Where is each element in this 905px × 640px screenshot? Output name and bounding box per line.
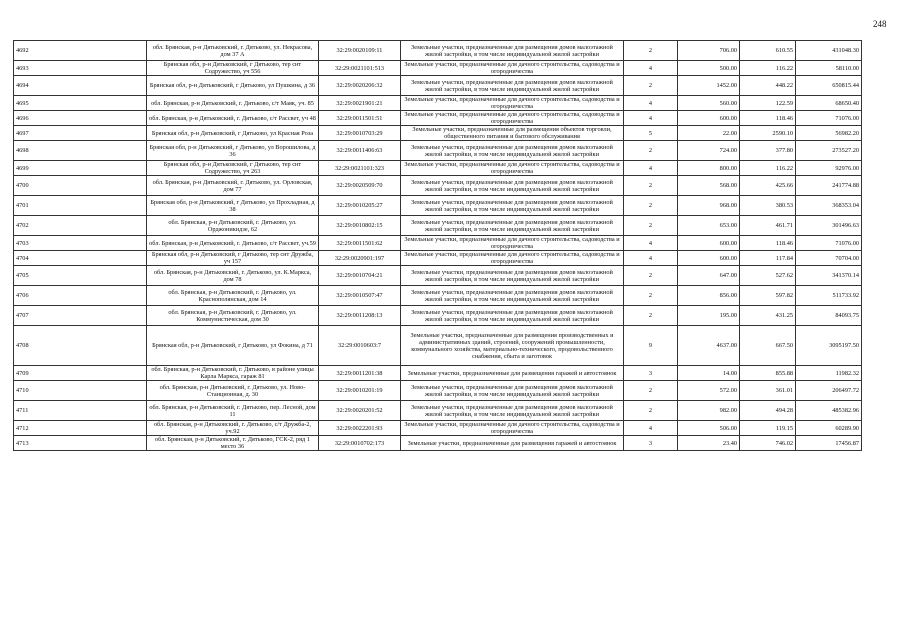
table-row <box>14 286 862 306</box>
address-cell: обл. Брянская, р-н Дятьковский, г. Дятьково, с/т Рассвет, уч.59 <box>147 236 319 251</box>
land-use-cell: Земельные участки, предназначенные для размещения домов малоэтажной жилой застройки, в том числе индивидуальной жилой застройки <box>401 216 624 236</box>
specific-value-cell: 377.80 <box>740 141 796 161</box>
cadastral-value-cell: 241774.88 <box>796 176 862 196</box>
table-row <box>14 216 862 236</box>
specific-value-cell: 2590.10 <box>740 126 796 141</box>
specific-value-cell: 746.02 <box>740 436 796 451</box>
address-cell: обл. Брянская, р-н Дятьковский, г. Дятьково, в районе улицы Карла Маркса, гараж 81 <box>147 366 319 381</box>
table-row <box>14 381 862 401</box>
address-cell: обл. Брянская, р-н Дятьковский, г. Дятьково, ул. Некрасова, дом 37 А <box>147 41 319 61</box>
land-use-cell: Земельные участки, предназначенные для размещения домов малоэтажной жилой застройки, в том числе индивидуальной жилой застройки <box>401 141 624 161</box>
row-number: 4704 <box>14 251 147 266</box>
area-cell: 856.00 <box>678 286 740 306</box>
cadastral-number-cell: 32:29:0010702:173 <box>319 436 401 451</box>
address-cell: Брянская обл, р-н Дятьковский, г Дятьково, ул Красная Роза <box>147 126 319 141</box>
cadastral-value-cell: 368353.04 <box>796 196 862 216</box>
table-row <box>14 76 862 96</box>
table-row <box>14 111 862 126</box>
group-cell: 2 <box>624 266 678 286</box>
address-cell: обл. Брянская, р-н Дятьковский, г. Дятьково, ГСК-2, ряд 1 место 36 <box>147 436 319 451</box>
area-cell: 1452.00 <box>678 76 740 96</box>
land-use-cell: Земельные участки, предназначенные для дачного строительства, садоводства и огородничества <box>401 96 624 111</box>
row-number: 4699 <box>14 161 147 176</box>
cadastral-number-cell: 32:29:0020201:52 <box>319 401 401 421</box>
address-cell: Брянская обл, р-н Дятьковский, г Дятьково, ул Ворошилова, д 36 <box>147 141 319 161</box>
group-cell: 4 <box>624 61 678 76</box>
table-body <box>14 41 862 451</box>
group-cell: 2 <box>624 216 678 236</box>
land-use-cell: Земельные участки, предназначенные для дачного строительства, садоводства и огородничества <box>401 236 624 251</box>
group-cell: 3 <box>624 436 678 451</box>
cadastral-value-cell: 71076.00 <box>796 111 862 126</box>
specific-value-cell: 527.62 <box>740 266 796 286</box>
group-cell: 2 <box>624 306 678 326</box>
address-cell: обл. Брянская, р-н Дятьковский, г. Дятьково, ул. Краснополянская, дом 14 <box>147 286 319 306</box>
cadastral-value-cell: 511733.92 <box>796 286 862 306</box>
group-cell: 2 <box>624 41 678 61</box>
area-cell: 572.00 <box>678 381 740 401</box>
specific-value-cell: 117.84 <box>740 251 796 266</box>
row-number: 4696 <box>14 111 147 126</box>
specific-value-cell: 461.71 <box>740 216 796 236</box>
row-number: 4706 <box>14 286 147 306</box>
address-cell: обл. Брянская, р-н Дятьковский, г. Дятьково, ул. К.Маркса, дом 78 <box>147 266 319 286</box>
cadastral-number-cell: 32:29:0022201:93 <box>319 421 401 436</box>
cadastral-value-cell: 650815.44 <box>796 76 862 96</box>
address-cell: Брянская обл, р-н Дятьковский, г Дятьково, тер снт Содружество, уч 263 <box>147 161 319 176</box>
area-cell: 653.00 <box>678 216 740 236</box>
group-cell: 9 <box>624 326 678 366</box>
land-use-cell: Земельные участки, предназначенные для дачного строительства, садоводства и огородничества <box>401 61 624 76</box>
address-cell: обл. Брянская, р-н Дятьковский, г. Дятьково, ул. Орловская, дом 77 <box>147 176 319 196</box>
area-cell: 506.00 <box>678 421 740 436</box>
cadastral-value-cell: 17456.87 <box>796 436 862 451</box>
table-row <box>14 421 862 436</box>
table-row <box>14 96 862 111</box>
table-row <box>14 161 862 176</box>
row-number: 4693 <box>14 61 147 76</box>
specific-value-cell: 597.82 <box>740 286 796 306</box>
cadastral-number-cell: 32:29:0020509:70 <box>319 176 401 196</box>
group-cell: 2 <box>624 141 678 161</box>
area-cell: 568.00 <box>678 176 740 196</box>
cadastral-number-cell: 32:29:0010201:19 <box>319 381 401 401</box>
specific-value-cell: 380.53 <box>740 196 796 216</box>
land-use-cell: Земельные участки, предназначенные для дачного строительства, садоводства и огородничества <box>401 421 624 436</box>
cadastral-value-cell: 84093.75 <box>796 306 862 326</box>
land-use-cell: Земельные участки, предназначенные для дачного строительства, садоводства и огородничества <box>401 161 624 176</box>
row-number: 4701 <box>14 196 147 216</box>
land-use-cell: Земельные участки, предназначенные для размещения домов малоэтажной жилой застройки, в том числе индивидуальной жилой застройки <box>401 286 624 306</box>
row-number: 4703 <box>14 236 147 251</box>
area-cell: 500.00 <box>678 61 740 76</box>
table-row <box>14 236 862 251</box>
land-use-cell: Земельные участки, предназначенные для размещения домов малоэтажной жилой застройки, в том числе индивидуальной жилой застройки <box>401 196 624 216</box>
specific-value-cell: 118.46 <box>740 111 796 126</box>
land-use-cell: Земельные участки, предназначенные для размещения домов малоэтажной жилой застройки, в том числе индивидуальной жилой застройки <box>401 76 624 96</box>
cadastral-value-cell: 206497.72 <box>796 381 862 401</box>
group-cell: 2 <box>624 76 678 96</box>
area-cell: 600.00 <box>678 236 740 251</box>
specific-value-cell: 116.22 <box>740 61 796 76</box>
cadastral-value-cell: 485382.96 <box>796 401 862 421</box>
specific-value-cell: 122.59 <box>740 96 796 111</box>
specific-value-cell: 855.88 <box>740 366 796 381</box>
address-cell: обл. Брянская, р-н Дятьковский, г. Дятьково, с/т Маяк, уч. 85 <box>147 96 319 111</box>
group-cell: 2 <box>624 286 678 306</box>
cadastral-value-cell: 301496.63 <box>796 216 862 236</box>
land-use-cell: Земельные участки, предназначенные для дачного строительства, садоводства и огородничества <box>401 251 624 266</box>
specific-value-cell: 118.46 <box>740 236 796 251</box>
cadastral-value-cell: 60289.90 <box>796 421 862 436</box>
row-number: 4707 <box>14 306 147 326</box>
table-row <box>14 251 862 266</box>
row-number: 4709 <box>14 366 147 381</box>
address-cell: Брянская обл, р-н Дятьковский, г Дятьково, тер снт Содружество, уч 556 <box>147 61 319 76</box>
table-row <box>14 41 862 61</box>
row-number: 4711 <box>14 401 147 421</box>
row-number: 4702 <box>14 216 147 236</box>
cadastral-value-table <box>13 40 862 451</box>
table-row <box>14 176 862 196</box>
cadastral-value-cell: 11982.32 <box>796 366 862 381</box>
table-row <box>14 126 862 141</box>
cadastral-number-cell: 32:29:0010704:21 <box>319 266 401 286</box>
address-cell: обл. Брянская, р-н Дятьковский, г. Дятьково, ул. Коммунистическая, дом 30 <box>147 306 319 326</box>
specific-value-cell: 116.22 <box>740 161 796 176</box>
land-use-cell: Земельные участки, предназначенные для размещения домов малоэтажной жилой застройки, в том числе индивидуальной жилой застройки <box>401 381 624 401</box>
table-row <box>14 141 862 161</box>
land-use-cell: Земельные участки, предназначенные для размещения домов малоэтажной жилой застройки, в том числе индивидуальной жилой застройки <box>401 401 624 421</box>
table-row <box>14 196 862 216</box>
row-number: 4710 <box>14 381 147 401</box>
address-cell: обл. Брянская, р-н Дятьковский, г. Дятьково, пер. Лесной, дом 11 <box>147 401 319 421</box>
land-use-cell: Земельные участки, предназначенные для дачного строительства, садоводства и огородничества <box>401 111 624 126</box>
land-use-cell: Земельные участки, предназначенные для размещения объектов торговли, общественного питания и бытового обслуживания <box>401 126 624 141</box>
page-number: 248 <box>873 19 887 29</box>
cadastral-value-cell: 3095197.50 <box>796 326 862 366</box>
area-cell: 600.00 <box>678 251 740 266</box>
land-use-cell: Земельные участки, предназначенные для размещения гаражей и автостоянок <box>401 366 624 381</box>
cadastral-number-cell: 32:29:0021901:21 <box>319 96 401 111</box>
group-cell: 5 <box>624 126 678 141</box>
area-cell: 14.00 <box>678 366 740 381</box>
group-cell: 4 <box>624 111 678 126</box>
group-cell: 2 <box>624 196 678 216</box>
land-use-cell: Земельные участки, предназначенные для размещения производственных и административных зданий, строений, сооружений промышленности, коммунального хозяйства, материально-технического, продовольственного снабжения, сбыта и заготовок <box>401 326 624 366</box>
cadastral-number-cell: 32:29:0021101:513 <box>319 61 401 76</box>
cadastral-number-cell: 32:29:0020901:197 <box>319 251 401 266</box>
row-number: 4692 <box>14 41 147 61</box>
cadastral-number-cell: 32:29:0020206:32 <box>319 76 401 96</box>
land-use-cell: Земельные участки, предназначенные для размещения гаражей и автостоянок <box>401 436 624 451</box>
area-cell: 724.00 <box>678 141 740 161</box>
address-cell: обл. Брянская, р-н Дятьковский, г. Дятьково, с/т Дружба-2, уч.92 <box>147 421 319 436</box>
cadastral-value-cell: 92976.00 <box>796 161 862 176</box>
area-cell: 4637.00 <box>678 326 740 366</box>
group-cell: 4 <box>624 421 678 436</box>
cadastral-value-cell: 68650.40 <box>796 96 862 111</box>
cadastral-value-cell: 273527.20 <box>796 141 862 161</box>
area-cell: 706.00 <box>678 41 740 61</box>
land-use-cell: Земельные участки, предназначенные для размещения домов малоэтажной жилой застройки, в том числе индивидуальной жилой застройки <box>401 41 624 61</box>
table-row <box>14 401 862 421</box>
address-cell: обл. Брянская, р-н Дятьковский, г. Дятьково, ул. Орджоникидзе, 62 <box>147 216 319 236</box>
specific-value-cell: 610.55 <box>740 41 796 61</box>
cadastral-number-cell: 32:29:0021101:323 <box>319 161 401 176</box>
row-number: 4694 <box>14 76 147 96</box>
area-cell: 22.00 <box>678 126 740 141</box>
area-cell: 600.00 <box>678 111 740 126</box>
area-cell: 23.40 <box>678 436 740 451</box>
address-cell: Брянская обл, р-н Дятьковский, г Дятьково, ул Фокина, д 71 <box>147 326 319 366</box>
table-row <box>14 326 862 366</box>
row-number: 4698 <box>14 141 147 161</box>
table-row <box>14 61 862 76</box>
area-cell: 195.00 <box>678 306 740 326</box>
land-use-cell: Земельные участки, предназначенные для размещения домов малоэтажной жилой застройки, в том числе индивидуальной жилой застройки <box>401 306 624 326</box>
cadastral-number-cell: 32:29:0010603:7 <box>319 326 401 366</box>
specific-value-cell: 667.50 <box>740 326 796 366</box>
row-number: 4697 <box>14 126 147 141</box>
area-cell: 560.00 <box>678 96 740 111</box>
row-number: 4712 <box>14 421 147 436</box>
cadastral-number-cell: 32:29:0010507:47 <box>319 286 401 306</box>
cadastral-value-cell: 431048.30 <box>796 41 862 61</box>
area-cell: 800.00 <box>678 161 740 176</box>
cadastral-value-cell: 56982.20 <box>796 126 862 141</box>
address-cell: Брянская обл, р-н Дятьковский, г Дятьково, ул Прохладная, д 38 <box>147 196 319 216</box>
table-row <box>14 306 862 326</box>
cadastral-number-cell: 32:29:0010205:27 <box>319 196 401 216</box>
cadastral-value-cell: 71076.00 <box>796 236 862 251</box>
address-cell: Брянская обл, р-н Дятьковский, г Дятьково, тер снт Дружба, уч 157 <box>147 251 319 266</box>
row-number: 4695 <box>14 96 147 111</box>
cadastral-number-cell: 32:29:0011201:38 <box>319 366 401 381</box>
cadastral-value-cell: 341370.14 <box>796 266 862 286</box>
row-number: 4700 <box>14 176 147 196</box>
address-cell: Брянская обл, р-н Дятьковский, г Дятьково, ул Пушкина, д 36 <box>147 76 319 96</box>
group-cell: 2 <box>624 176 678 196</box>
cadastral-number-cell: 32:29:0011501:51 <box>319 111 401 126</box>
land-use-cell: Земельные участки, предназначенные для размещения домов малоэтажной жилой застройки, в том числе индивидуальной жилой застройки <box>401 176 624 196</box>
cadastral-number-cell: 32:29:0011208:13 <box>319 306 401 326</box>
group-cell: 2 <box>624 401 678 421</box>
group-cell: 4 <box>624 236 678 251</box>
group-cell: 4 <box>624 96 678 111</box>
specific-value-cell: 494.28 <box>740 401 796 421</box>
row-number: 4705 <box>14 266 147 286</box>
cadastral-number-cell: 32:29:0010703:29 <box>319 126 401 141</box>
table-row <box>14 266 862 286</box>
table-row <box>14 436 862 451</box>
specific-value-cell: 119.15 <box>740 421 796 436</box>
specific-value-cell: 361.01 <box>740 381 796 401</box>
cadastral-number-cell: 32:29:0011501:62 <box>319 236 401 251</box>
cadastral-number-cell: 32:29:0010802:15 <box>319 216 401 236</box>
cadastral-value-cell: 70704.00 <box>796 251 862 266</box>
group-cell: 2 <box>624 381 678 401</box>
cadastral-number-cell: 32:29:0020109:11 <box>319 41 401 61</box>
specific-value-cell: 448.22 <box>740 76 796 96</box>
land-use-cell: Земельные участки, предназначенные для размещения домов малоэтажной жилой застройки, в том числе индивидуальной жилой застройки <box>401 266 624 286</box>
group-cell: 4 <box>624 161 678 176</box>
area-cell: 647.00 <box>678 266 740 286</box>
address-cell: обл. Брянская, р-н Дятьковский, г. Дятьково, с/т Рассвет, уч 48 <box>147 111 319 126</box>
specific-value-cell: 431.25 <box>740 306 796 326</box>
row-number: 4713 <box>14 436 147 451</box>
address-cell: обл. Брянская, р-н Дятьковский, г. Дятьково, ул. Ново-Станционная, д. 30 <box>147 381 319 401</box>
group-cell: 3 <box>624 366 678 381</box>
table-row <box>14 366 862 381</box>
group-cell: 4 <box>624 251 678 266</box>
specific-value-cell: 425.66 <box>740 176 796 196</box>
row-number: 4708 <box>14 326 147 366</box>
area-cell: 982.00 <box>678 401 740 421</box>
area-cell: 968.00 <box>678 196 740 216</box>
cadastral-value-cell: 58110.00 <box>796 61 862 76</box>
cadastral-number-cell: 32:29:0011406:63 <box>319 141 401 161</box>
